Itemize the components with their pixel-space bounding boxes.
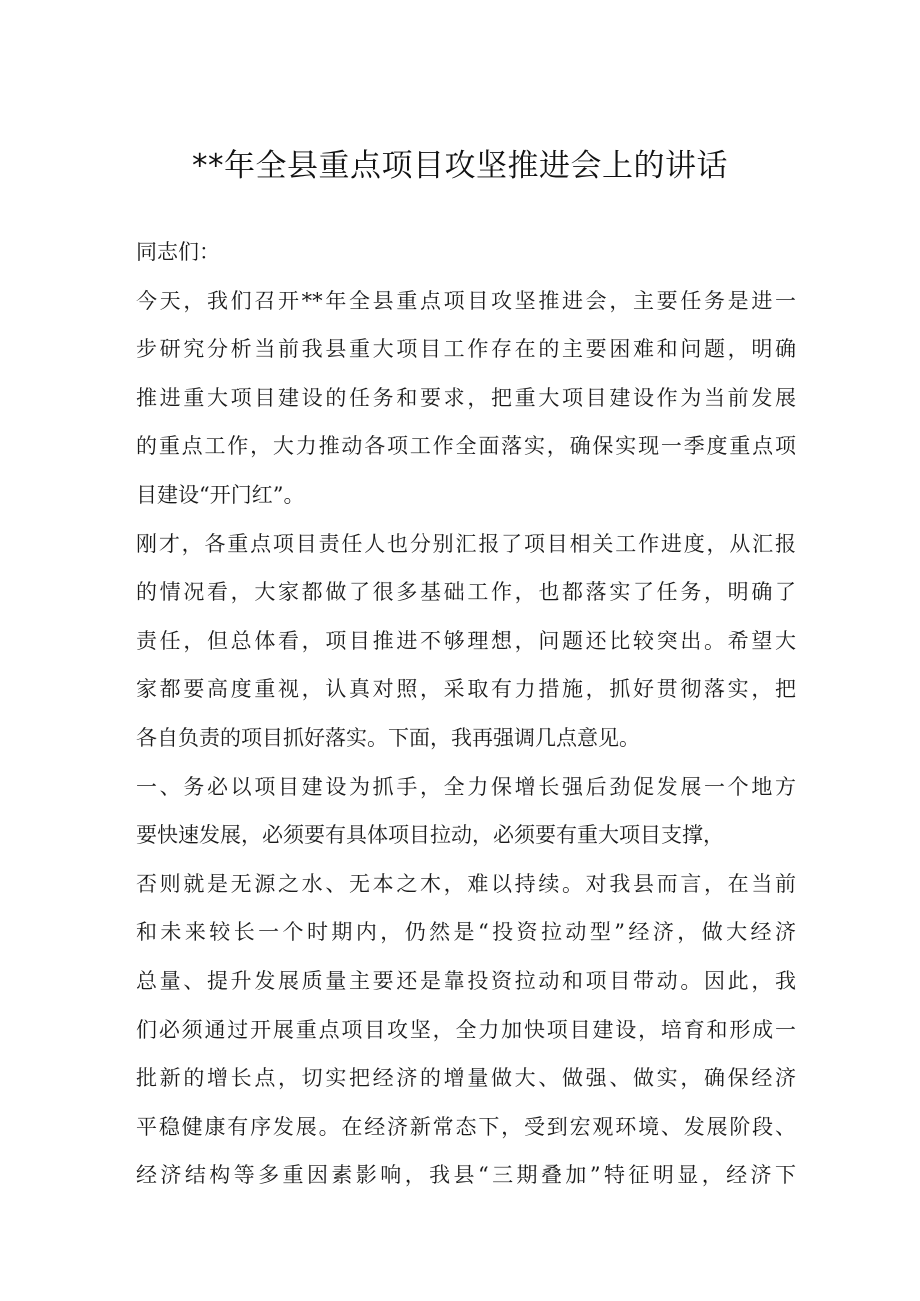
speech-body <box>136 228 796 1200</box>
text-line: 否则就是无源之水、无本之木，难以持续。对我县而言，在当前 <box>136 871 796 896</box>
text-line: 平稳健康有序发展。在经济新常态下，受到宏观环境、发展阶段、 <box>136 1114 796 1139</box>
text-line: 目建设“开门红”。 <box>136 482 305 507</box>
text-line: 要快速发展，必须要有具体项目拉动，必须要有重大项目支撑， <box>136 823 724 848</box>
text-line: 的情况看，大家都做了很多基础工作，也都落实了任务，明确了 <box>136 580 796 605</box>
text-line: 经济结构等多重因素影响，我县“三期叠加”特征明显，经济下 <box>136 1163 796 1188</box>
text-line: 同志们： <box>136 240 220 264</box>
text-line: 的重点工作，大力推动各项工作全面落实，确保实现一季度重点项 <box>136 434 796 459</box>
text-line: 责任，但总体看，项目推进不够理想，问题还比较突出。希望大 <box>136 628 796 653</box>
text-line: 总量、提升发展质量主要还是靠投资拉动和项目带动。因此，我 <box>136 968 796 993</box>
text-line: 批新的增长点，切实把经济的增量做大、做强、做实，确保经济 <box>136 1066 796 1091</box>
text-line: 各自负责的项目抓好落实。下面，我再强调几点意见。 <box>136 725 640 750</box>
document-title: **年全县重点项目攻坚推进会上的讲话 <box>192 148 728 184</box>
text-line: 一、务必以项目建设为抓手，全力保增长强后劲促发展一个地方 <box>136 774 796 799</box>
text-line: 家都要高度重视，认真对照，采取有力措施，抓好贯彻落实，把 <box>136 677 796 702</box>
text-line: 们必须通过开展重点项目攻坚，全力加快项目建设，培育和形成一 <box>136 1017 796 1042</box>
text-line: 今天，我们召开**年全县重点项目攻坚推进会，主要任务是进一 <box>136 288 796 313</box>
text-line: 和未来较长一个时期内，仍然是“投资拉动型”经济，做大经济 <box>136 920 796 945</box>
text-line: 刚才，各重点项目责任人也分别汇报了项目相关工作进度，从汇报 <box>136 531 796 556</box>
text-line: 推进重大项目建设的任务和要求，把重大项目建设作为当前发展 <box>136 385 796 410</box>
text-line: 步研究分析当前我县重大项目工作存在的主要困难和问题，明确 <box>136 337 796 362</box>
